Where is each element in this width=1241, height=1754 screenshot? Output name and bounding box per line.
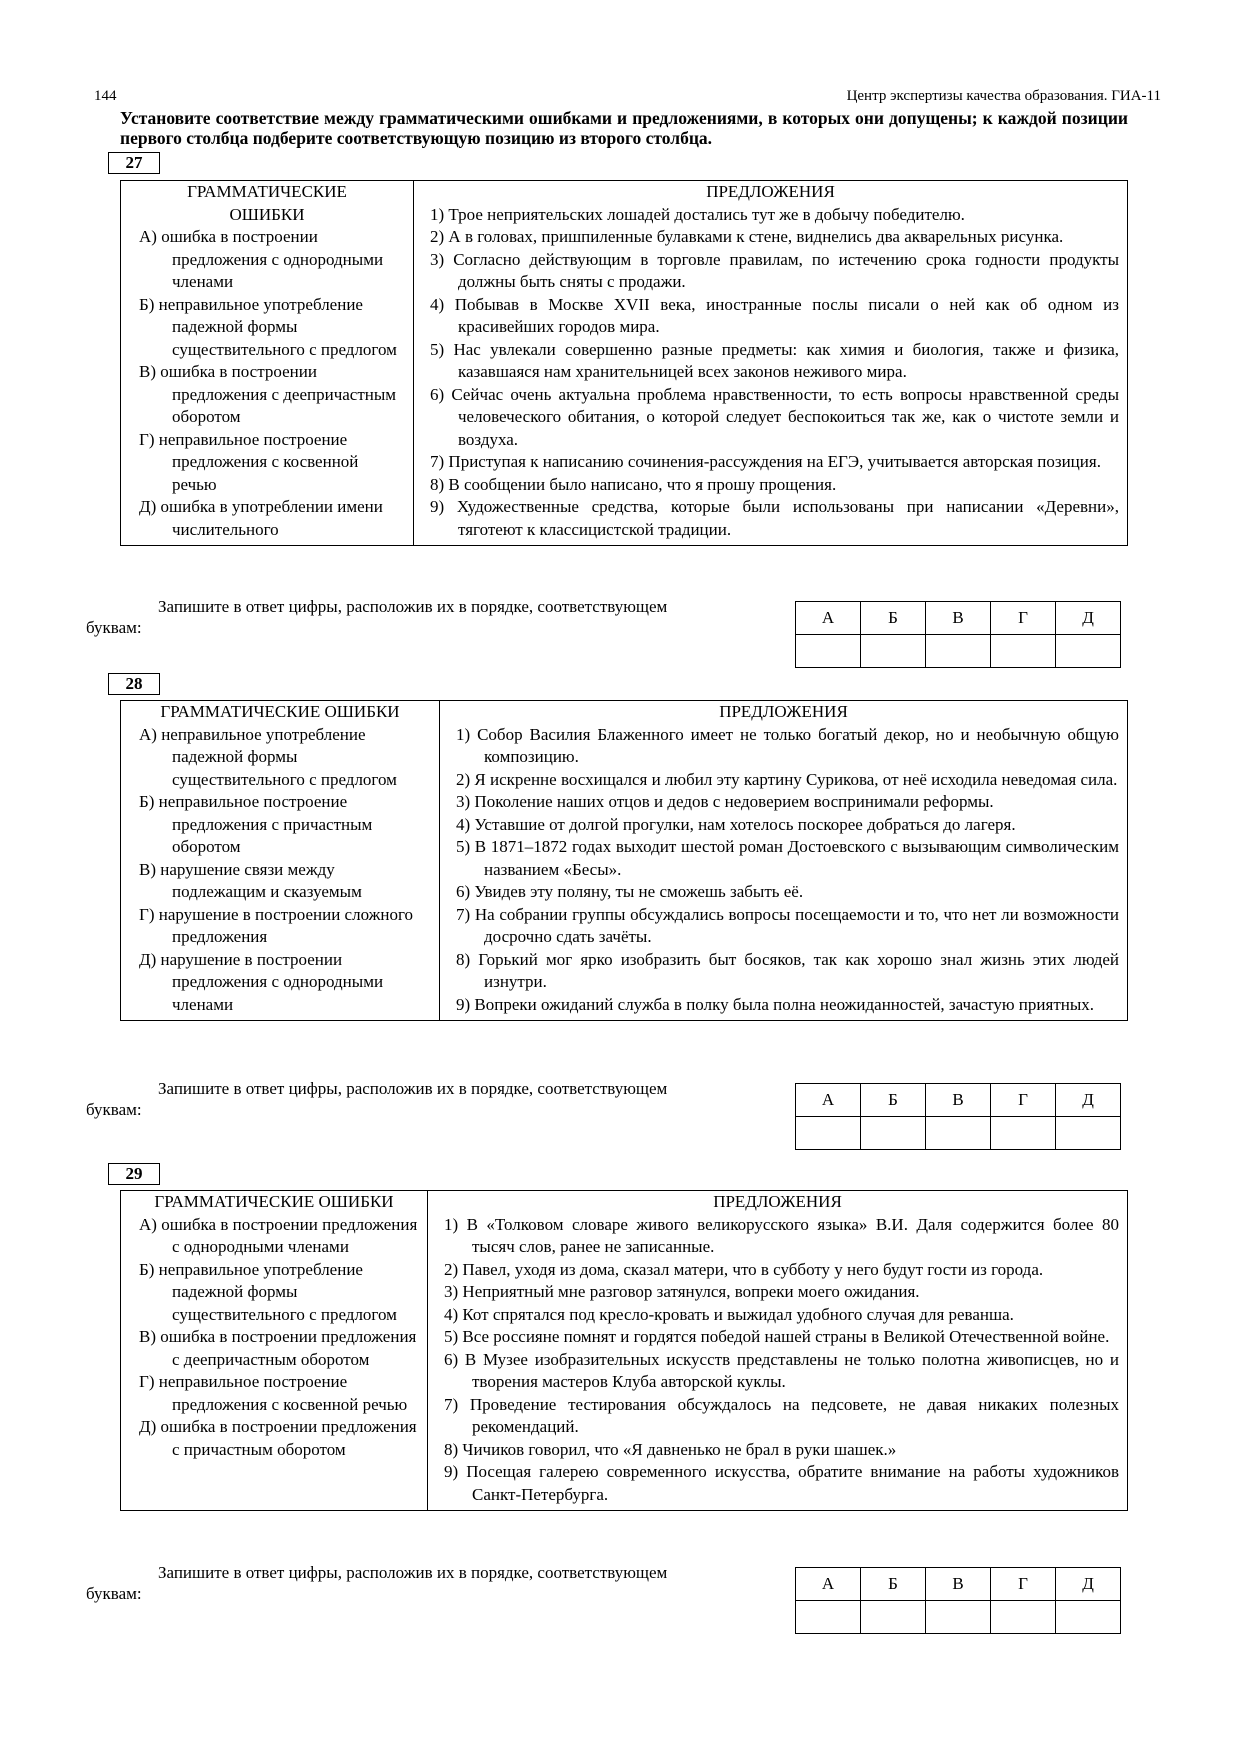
answer-grid-29	[795, 1567, 1121, 1634]
answer-cell-d[interactable]	[1056, 1117, 1121, 1150]
running-header: Центр экспертизы качества образования. ГИА-11	[846, 88, 1161, 104]
answer-instruction	[86, 596, 777, 638]
errors-column	[121, 1191, 428, 1511]
sentence-item: 3) Поколение наших отцов и дедов с недоверием воспринимали реформы.	[456, 792, 994, 811]
answer-letter: В	[926, 602, 991, 635]
answer-cell-d[interactable]	[1056, 635, 1121, 668]
sentence-item: 9) Вопреки ожиданий служба в полку была полна неожиданностей, зачастую приятных.	[456, 994, 1095, 1014]
sentence-item: 8) Чичиков говорил, что «Я давненько не брал в руки шашек.»	[444, 1439, 897, 1459]
answer-instruction	[86, 1078, 777, 1120]
error-item: В) нарушение связи между подлежащим и сказуемым	[139, 859, 362, 901]
sentences-heading: ПРЕДЛОЖЕНИЯ	[706, 182, 835, 201]
answer-cell-a[interactable]	[796, 635, 861, 668]
error-item: Г) неправильное построение предложения с косвенной речью	[139, 1372, 408, 1414]
answer-cell-g[interactable]	[991, 1117, 1056, 1150]
error-item: Д) ошибка в построении предложения с причастным оборотом	[139, 1417, 417, 1459]
answer-cell-v[interactable]	[926, 1601, 991, 1634]
task-number-27: 27	[108, 152, 160, 174]
error-item: Г) неправильное построение предложения с косвенной речью	[139, 429, 359, 494]
error-item: Б) неправильное употребление падежной формы существительного с предлогом	[139, 294, 397, 359]
sentence-item: 4) Кот спрятался под кресло-кровать и выжидал удобного случая для реванша.	[444, 1304, 1014, 1324]
answer-prompt: Запишите в ответ цифры, расположив их в порядке, соответствующем	[158, 1079, 668, 1098]
answer-letter: Д	[1056, 602, 1121, 635]
answer-letter: А	[796, 1568, 861, 1601]
errors-heading: ГРАММАТИЧЕСКИЕ ОШИБКИ	[187, 182, 347, 224]
answer-instruction	[86, 1562, 777, 1604]
answer-letter: В	[926, 1084, 991, 1117]
sentence-item: 4) Побывав в Москве XVII века, иностранные послы писали о ней как об одном из красивейших городов мира.	[430, 294, 1119, 336]
answer-letter: Б	[861, 1084, 926, 1117]
sentence-item: 9) Художественные средства, которые были использованы при написании «Деревни», тяготеют к классицистской традиции.	[430, 497, 1119, 539]
sentence-item: 7) Проведение тестирования обсуждалось на педсовете, не давая никаких полезных рекомендаций.	[444, 1394, 1119, 1436]
sentence-item: 6) Сейчас очень актуальна проблема нравственности, то есть вопросы нравственной среды человеческого обитания, о которой следует беспокоиться так же, как о чистоте земли и воздуха.	[430, 384, 1119, 449]
error-item: Г) нарушение в построении сложного предложения	[139, 904, 414, 946]
errors-heading: ГРАММАТИЧЕСКИЕ ОШИБКИ	[154, 1192, 394, 1211]
error-item: В) ошибка в построении предложения с деепричастным оборотом	[139, 1327, 417, 1369]
answer-grid-28	[795, 1083, 1121, 1150]
errors-column	[121, 701, 440, 1021]
sentence-item: 1) В «Толковом словаре живого великорусского языка» В.И. Даля содержится более 80 тысяч слов, ранее не записанные.	[444, 1214, 1119, 1256]
sentences-heading: ПРЕДЛОЖЕНИЯ	[713, 1192, 842, 1211]
answer-letter: Б	[861, 602, 926, 635]
sentence-item: 9) Посещая галерею современного искусства, обратите внимание на работы художников Санкт-Петербурга.	[444, 1462, 1119, 1504]
page-number: 144	[94, 88, 117, 104]
answer-prompt: Запишите в ответ цифры, расположив их в порядке, соответствующем	[158, 1563, 668, 1582]
sentences-column	[414, 181, 1128, 546]
errors-heading: ГРАММАТИЧЕСКИЕ ОШИБКИ	[160, 702, 400, 721]
sentence-item: 3) Согласно действующим в торговле правилам, по истечению срока годности продукты должны быть сняты с продажи.	[430, 249, 1119, 291]
error-item: Д) ошибка в употреблении имени числительного	[139, 497, 383, 539]
task-table-29	[120, 1190, 1128, 1511]
error-item: А) ошибка в построении предложения с однородными членами	[139, 1214, 418, 1256]
answer-grid-27	[795, 601, 1121, 668]
sentences-column	[428, 1191, 1128, 1511]
error-item: А) неправильное употребление падежной формы существительного с предлогом	[139, 724, 397, 789]
sentences-column	[440, 701, 1128, 1021]
sentence-item: 8) Горький мог ярко изобразить быт босяков, так как хорошо знал жизнь этих людей изнутри.	[456, 949, 1119, 991]
answer-cell-v[interactable]	[926, 635, 991, 668]
answer-letter: Г	[991, 1568, 1056, 1601]
sentence-item: 8) В сообщении было написано, что я прошу прощения.	[430, 474, 837, 494]
answer-cell-a[interactable]	[796, 1601, 861, 1634]
task-number-29: 29	[108, 1163, 160, 1185]
task-table-28	[120, 700, 1128, 1021]
sentence-item: 6) Увидев эту поляну, ты не сможешь забыть её.	[456, 882, 804, 901]
sentence-item: 1) Трое неприятельских лошадей достались тут же в добычу победителю.	[430, 204, 965, 224]
sentence-item: 6) В Музее изобразительных искусств представлены не только полотна живописцев, но и творения мастеров Клуба авторской куклы.	[444, 1349, 1119, 1391]
answer-letter: Г	[991, 602, 1056, 635]
answer-letter: Б	[861, 1568, 926, 1601]
error-item: А) ошибка в построении предложения с однородными членами	[139, 227, 384, 291]
error-item: Б) неправильное употребление падежной формы существительного с предлогом	[139, 1259, 397, 1324]
sentence-item: 5) В 1871–1872 годах выходит шестой роман Достоевского с вызывающим символическим названием «Бесы».	[456, 837, 1119, 879]
sentence-item: 7) На собрании группы обсуждались вопросы посещаемости и то, что нет ли возможности досрочно сдать зачёты.	[456, 904, 1119, 946]
answer-prompt: Запишите в ответ цифры, расположив их в порядке, соответствующем	[158, 597, 668, 616]
answer-cell-b[interactable]	[861, 1601, 926, 1634]
answer-prompt-end: буквам:	[86, 618, 142, 637]
sentence-item: 5) Нас увлекали совершенно разные предметы: как химия и биология, также и физика, казавшаяся нам хранительницей всех законов неживого мира.	[430, 339, 1119, 381]
answer-letter: А	[796, 1084, 861, 1117]
answer-cell-b[interactable]	[861, 1117, 926, 1150]
answer-cell-v[interactable]	[926, 1117, 991, 1150]
error-item: В) ошибка в построении предложения с деепричастным оборотом	[139, 362, 397, 426]
sentence-item: 2) Я искренне восхищался и любил эту картину Сурикова, от неё исходила неведомая сила.	[456, 769, 1118, 789]
answer-cell-d[interactable]	[1056, 1601, 1121, 1634]
sentence-item: 4) Уставшие от долгой прогулки, нам хотелось поскорее добраться до лагеря.	[456, 814, 1016, 834]
answer-letter: В	[926, 1568, 991, 1601]
sentence-item: 7) Приступая к написанию сочинения-рассуждения на ЕГЭ, учитывается авторская позиция.	[430, 452, 1101, 471]
task-number-28: 28	[108, 673, 160, 695]
sentence-item: 1) Собор Василия Блаженного имеет не только богатый декор, но и необычную общую композицию.	[456, 724, 1119, 766]
answer-cell-g[interactable]	[991, 635, 1056, 668]
sentences-heading: ПРЕДЛОЖЕНИЯ	[719, 702, 848, 721]
task-instruction: Установите соответствие между грамматическими ошибками и предложениями, в которых они допущены; к каждой позиции первого столбца подберите соответствующую позицию из второго столбца.	[120, 108, 1128, 148]
answer-cell-a[interactable]	[796, 1117, 861, 1150]
sentence-item: 3) Неприятный мне разговор затянулся, вопреки моего ожидания.	[444, 1282, 920, 1301]
answer-cell-g[interactable]	[991, 1601, 1056, 1634]
answer-cell-b[interactable]	[861, 635, 926, 668]
sentence-item: 2) Павел, уходя из дома, сказал матери, что в субботу у него будут гости из города.	[444, 1259, 1044, 1279]
sentence-item: 5) Все россияне помнят и гордятся победой нашей страны в Великой Отечественной войне.	[444, 1327, 1110, 1346]
errors-column	[121, 181, 414, 546]
answer-letter: Д	[1056, 1084, 1121, 1117]
answer-prompt-end: буквам:	[86, 1100, 142, 1119]
answer-prompt-end: буквам:	[86, 1584, 142, 1603]
answer-letter: Г	[991, 1084, 1056, 1117]
task-table-27	[120, 180, 1128, 546]
sentence-item: 2) А в головах, пришпиленные булавками к стене, виднелись два акварельных рисунка.	[430, 227, 1064, 246]
answer-letter: Д	[1056, 1568, 1121, 1601]
error-item: Д) нарушение в построении предложения с однородными членами	[139, 949, 384, 1014]
error-item: Б) неправильное построение предложения с причастным оборотом	[139, 792, 373, 856]
answer-letter: А	[796, 602, 861, 635]
